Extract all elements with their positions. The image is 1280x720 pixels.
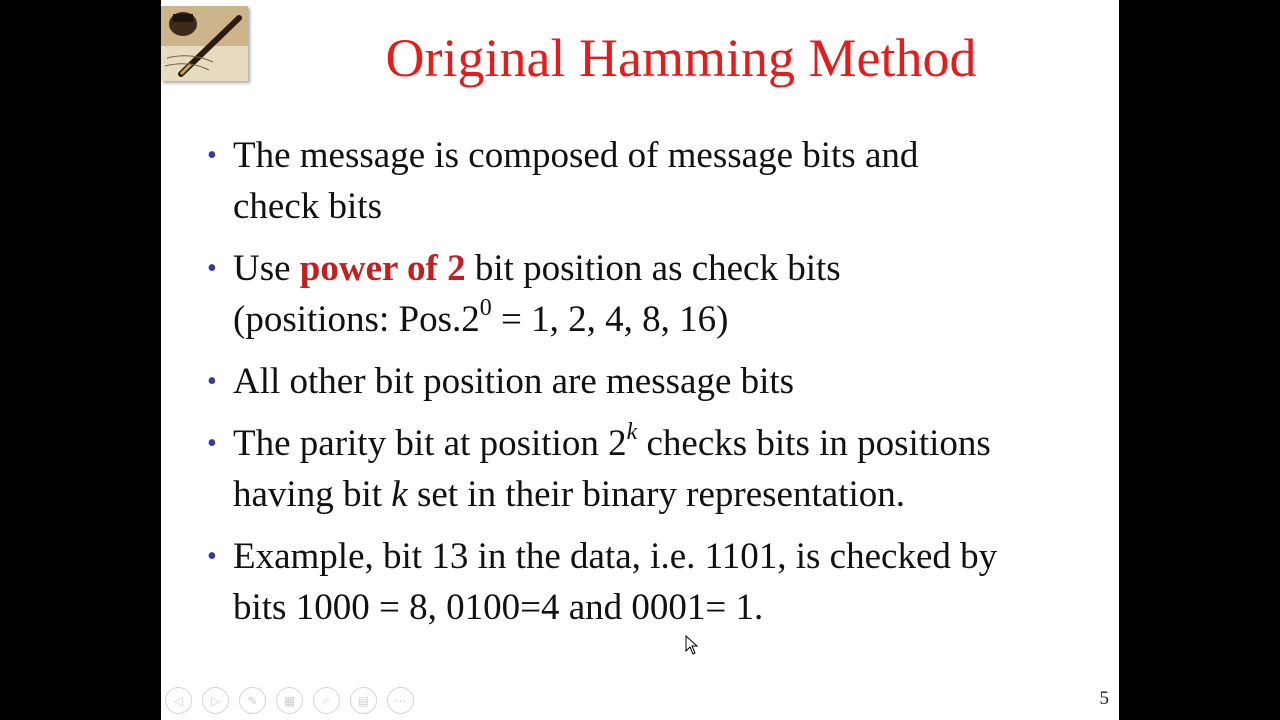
- slideshow-controls: [165, 687, 414, 715]
- italic-variable: k: [391, 474, 408, 515]
- bullet-text: check bits: [233, 186, 382, 227]
- pen-icon: ✎: [247, 693, 258, 708]
- previous-slide-button[interactable]: [165, 687, 192, 714]
- bullet-text: bits 1000 = 8, 0100=4 and 0001= 1.: [233, 587, 764, 628]
- mouse-pointer-icon: [685, 635, 699, 660]
- bullet-text: having bit: [233, 474, 392, 515]
- bullet-item: [207, 418, 1112, 520]
- bullet-text: Example, bit 13 in the data, i.e. 1101, is checked by: [233, 536, 998, 577]
- bullet-text: set in their binary representation.: [407, 474, 905, 515]
- see-all-slides-button[interactable]: [276, 687, 303, 714]
- bullet-item: [207, 531, 1112, 633]
- highlighted-text: power of 2: [299, 248, 466, 289]
- bullet-dot-icon: •: [207, 541, 217, 572]
- pen-tool-button[interactable]: [239, 687, 266, 714]
- next-slide-button[interactable]: [202, 687, 229, 714]
- bullet-dot-icon: •: [207, 428, 217, 459]
- slide-title: Original Hamming Method: [385, 28, 977, 88]
- bullet-item: [207, 130, 1112, 232]
- superscript: k: [626, 418, 638, 445]
- slide: [161, 0, 1119, 720]
- bullet-dot-icon: •: [207, 140, 217, 171]
- bullet-text: The message is composed of message bits and: [233, 135, 919, 176]
- more-options-button[interactable]: [387, 687, 414, 714]
- slide-number: 5: [1099, 688, 1109, 709]
- bullet-text: = 1, 2, 4, 8, 16): [491, 299, 729, 340]
- bullet-item: [207, 356, 1112, 407]
- bullet-text: Use: [233, 248, 300, 289]
- bullet-text: checks bits in positions: [637, 423, 991, 464]
- bullet-list: [207, 130, 1112, 644]
- superscript: 0: [479, 294, 492, 321]
- bullet-text: The parity bit at position 2: [233, 423, 627, 464]
- fountain-pen-logo-icon: [161, 6, 248, 81]
- subtitles-button[interactable]: [350, 687, 377, 714]
- arrow-right-icon: ▷: [210, 693, 221, 708]
- magnifier-icon: ⌕: [323, 693, 330, 707]
- bullet-text: bit position as check bits: [465, 248, 841, 289]
- bullet-text: All other bit position are message bits: [233, 361, 795, 402]
- grid-icon: ▦: [283, 693, 296, 708]
- bullet-dot-icon: •: [207, 366, 217, 397]
- bullet-text: (positions: Pos.2: [233, 299, 480, 340]
- subtitles-icon: ▤: [357, 693, 370, 708]
- bullet-dot-icon: •: [207, 253, 217, 284]
- zoom-button[interactable]: [313, 687, 340, 714]
- bullet-item: [207, 243, 1112, 345]
- arrow-left-icon: ◁: [173, 693, 184, 708]
- ellipsis-icon: ⋯: [394, 693, 407, 708]
